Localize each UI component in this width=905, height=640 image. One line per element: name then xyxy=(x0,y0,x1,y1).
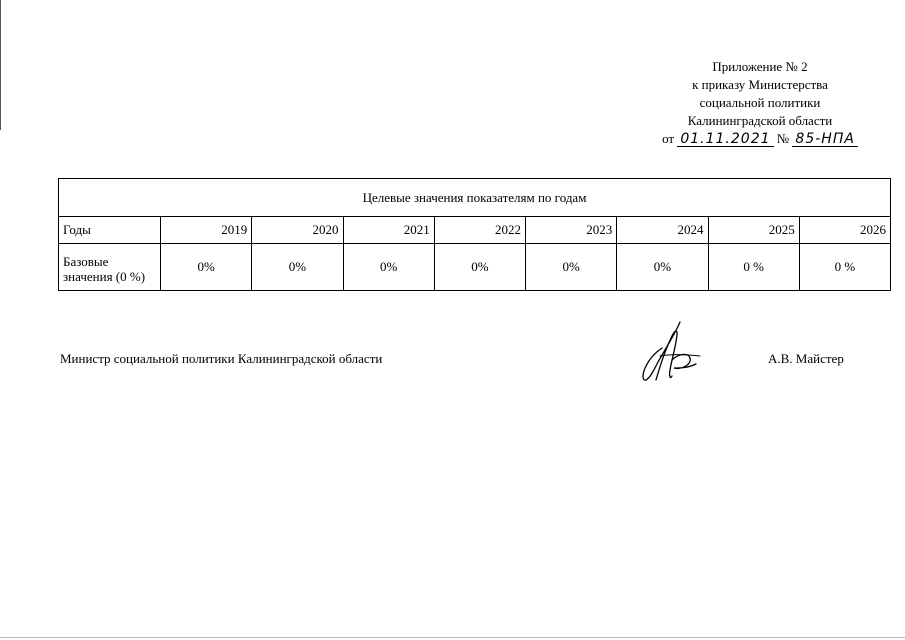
number-prefix: № xyxy=(776,131,790,146)
handwritten-date: 01.11.2021 xyxy=(677,132,773,147)
value-cell: 0% xyxy=(617,244,708,291)
target-values-table xyxy=(58,178,891,291)
table-row xyxy=(59,244,891,291)
appendix-title: Приложение № 2 xyxy=(712,59,808,74)
years-label-cell: Годы xyxy=(59,217,161,244)
value-cell: 0 % xyxy=(708,244,799,291)
year-cell: 2024 xyxy=(617,217,708,244)
value-cell: 0% xyxy=(526,244,617,291)
appendix-region-line: Калининградской области xyxy=(687,113,833,128)
appendix-ministry-line: социальной политики xyxy=(699,95,821,110)
year-cell: 2025 xyxy=(708,217,799,244)
table-caption-row xyxy=(59,179,891,217)
scan-edge-left xyxy=(0,0,1,130)
year-cell: 2023 xyxy=(526,217,617,244)
year-cell: 2022 xyxy=(434,217,525,244)
signature-icon xyxy=(636,318,706,384)
appendix-header xyxy=(620,58,900,148)
appendix-order-line: к приказу Министерства xyxy=(692,77,828,92)
table-caption: Целевые значения показателям по годам xyxy=(59,179,891,217)
minister-position: Министр социальной политики Калининградской области xyxy=(60,351,383,366)
signer-name: А.В. Майстер xyxy=(768,351,844,366)
value-cell: 0% xyxy=(434,244,525,291)
scan-edge-bottom xyxy=(0,637,905,638)
year-cell: 2019 xyxy=(161,217,252,244)
handwritten-number: 85-НПА xyxy=(792,132,858,147)
value-cell: 0% xyxy=(343,244,434,291)
year-cell: 2020 xyxy=(252,217,343,244)
year-cell: 2026 xyxy=(799,217,890,244)
value-cell: 0 % xyxy=(799,244,890,291)
values-label-cell: Базовые значения (0 %) xyxy=(59,244,161,291)
value-cell: 0% xyxy=(161,244,252,291)
date-prefix: от xyxy=(662,131,675,146)
appendix-date-number-line xyxy=(620,130,900,148)
year-cell: 2021 xyxy=(343,217,434,244)
value-cell: 0% xyxy=(252,244,343,291)
table-row xyxy=(59,217,891,244)
